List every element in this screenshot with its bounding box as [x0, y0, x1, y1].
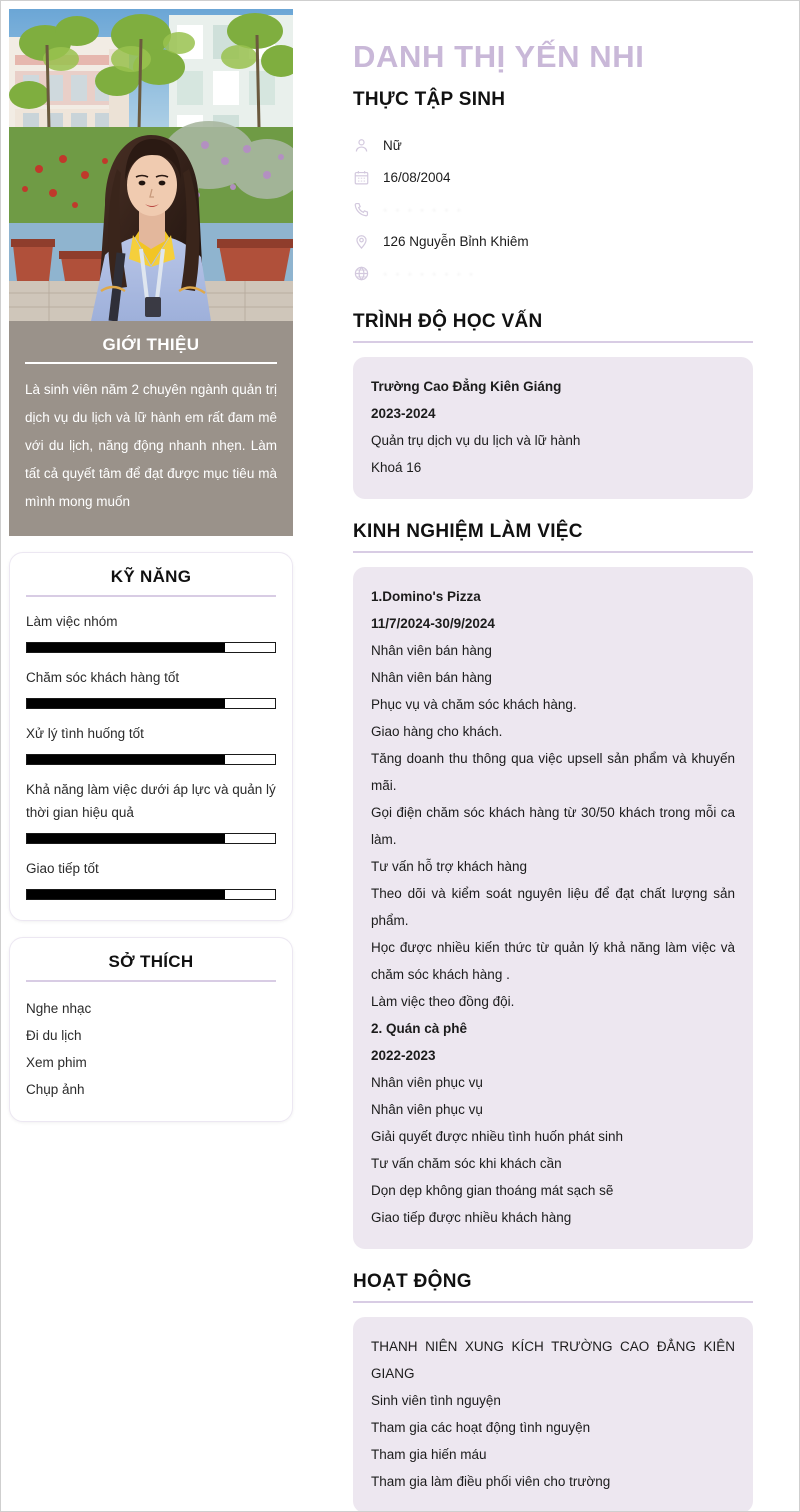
- intro-section: [9, 321, 293, 536]
- contact-value: · · · · · · · ·: [383, 265, 476, 281]
- skill-label: Làm việc nhóm: [26, 614, 118, 629]
- panel-line: Nhân viên bán hàng: [371, 643, 492, 658]
- panel-heading-line: 2022-2023: [371, 1048, 436, 1063]
- panel-line: Phục vụ và chăm sóc khách hàng.: [371, 697, 577, 712]
- panel-line: Học được nhiều kiến thức từ quản lý khả năng làm việc và chăm sóc khách hàng .: [371, 940, 735, 982]
- experience-title: KINH NGHIỆM LÀM VIỆC: [353, 521, 583, 542]
- contact-row: [353, 161, 753, 193]
- activities-title: HOẠT ĐỘNG: [353, 1271, 472, 1292]
- skill-bar: [26, 833, 276, 844]
- person-icon: [353, 137, 379, 154]
- left-sidebar: [9, 9, 293, 1122]
- activities-panel: [353, 1317, 753, 1512]
- skill-bar-fill: [27, 643, 225, 652]
- experience-divider: [353, 551, 753, 553]
- globe-icon: [353, 265, 379, 282]
- skill-item: [26, 610, 276, 653]
- profile-photo: [9, 9, 293, 321]
- panel-line: Giao hàng cho khách.: [371, 724, 503, 739]
- experience-section: [353, 521, 753, 1249]
- list-item: Xem phim: [26, 1055, 87, 1070]
- panel-heading-line: 1.Domino's Pizza: [371, 589, 481, 604]
- panel-line: Khoá 16: [371, 460, 422, 475]
- skill-item: [26, 666, 276, 709]
- skills-divider: [26, 595, 276, 597]
- skills-title: KỸ NĂNG: [110, 567, 192, 586]
- panel-line: Tư vấn chăm sóc khi khách cần: [371, 1156, 562, 1171]
- contact-row: [353, 129, 753, 161]
- panel-line: Sinh viên tình nguyện: [371, 1393, 501, 1408]
- experience-panel: [353, 567, 753, 1249]
- intro-title: GIỚI THIỆU: [102, 335, 200, 354]
- page-title: DANH THỊ YẾN NHI: [353, 39, 645, 74]
- panel-heading-line: Trường Cao Đẳng Kiên Giáng: [371, 379, 562, 394]
- skill-bar: [26, 889, 276, 900]
- contact-row: [353, 193, 753, 225]
- skill-bar-fill: [27, 755, 225, 764]
- hobbies-list: [26, 995, 276, 1103]
- panel-line: Giải quyết được nhiều tình huốn phát sinh: [371, 1129, 624, 1144]
- contact-value: 16/08/2004: [383, 169, 451, 185]
- panel-line: Nhân viên bán hàng: [371, 670, 492, 685]
- calendar-icon: [353, 169, 379, 186]
- education-title: TRÌNH ĐỘ HỌC VẤN: [353, 311, 543, 332]
- contact-list: [353, 129, 753, 289]
- panel-line: THANH NIÊN XUNG KÍCH TRƯỜNG CAO ĐẲNG KIÊN GIANG: [371, 1339, 735, 1381]
- hobbies-section: [9, 937, 293, 1122]
- activities-section: [353, 1271, 753, 1512]
- skill-item: [26, 857, 276, 900]
- panel-heading-line: 11/7/2024-30/9/2024: [371, 616, 495, 631]
- phone-icon: [353, 201, 379, 218]
- panel-line: Theo dõi và kiểm soát nguyên liệu để đạt chất lượng sản phẩm.: [371, 886, 735, 928]
- intro-divider: [25, 362, 277, 364]
- skills-section: [9, 552, 293, 921]
- panel-line: Tham gia làm điều phối viên cho trường: [371, 1474, 611, 1489]
- job-title: THỰC TẬP SINH: [353, 89, 506, 110]
- panel-line: Quản trụ dịch vụ du lịch và lữ hành: [371, 433, 581, 448]
- intro-text: Là sinh viên năm 2 chuyên ngành quản trị dịch vụ du lịch và lữ hành em rất đam mê với du lịch, năng động nhanh nhẹn. Làm tất cả quyết tâm để đạt được mục tiêu mà mình mong muốn: [25, 382, 277, 509]
- skill-label: Chăm sóc khách hàng tốt: [26, 670, 180, 685]
- skill-label: Xử lý tình huống tốt: [26, 726, 144, 741]
- list-item: Đi du lịch: [26, 1028, 82, 1043]
- location-pin-icon: [353, 233, 379, 250]
- list-item: Nghe nhạc: [26, 1001, 92, 1016]
- panel-line: Tăng doanh thu thông qua việc upsell sản phẩm và khuyến mãi.: [371, 751, 735, 793]
- skill-bar: [26, 698, 276, 709]
- skill-bar-fill: [27, 699, 225, 708]
- panel-line: Làm việc theo đồng đội.: [371, 994, 515, 1009]
- contact-value: Nữ: [383, 137, 402, 153]
- skill-item: [26, 778, 276, 844]
- education-panel: [353, 357, 753, 499]
- panel-line: Nhân viên phục vụ: [371, 1102, 483, 1117]
- contact-row: [353, 225, 753, 257]
- activities-divider: [353, 1301, 753, 1303]
- skills-list: [26, 610, 276, 900]
- panel-heading-line: 2023-2024: [371, 406, 436, 421]
- panel-line: Tham gia hiến máu: [371, 1447, 487, 1462]
- education-section: [353, 311, 753, 499]
- panel-line: Tư vấn hỗ trợ khách hàng: [371, 859, 527, 874]
- contact-row: [353, 257, 753, 289]
- skill-bar-fill: [27, 834, 225, 843]
- panel-line: Gọi điện chăm sóc khách hàng từ 30/50 khách trong mỗi ca làm.: [371, 805, 735, 847]
- main-content: [353, 37, 753, 1512]
- skill-bar-fill: [27, 890, 225, 899]
- hobbies-divider: [26, 980, 276, 982]
- panel-line: Giao tiếp được nhiều khách hàng: [371, 1210, 572, 1225]
- skill-bar: [26, 642, 276, 653]
- hobbies-title: SỞ THÍCH: [108, 952, 194, 971]
- panel-line: Nhân viên phục vụ: [371, 1075, 483, 1090]
- skill-item: [26, 722, 276, 765]
- list-item: Chụp ảnh: [26, 1082, 85, 1097]
- skill-label: Khả năng làm việc dưới áp lực và quản lý thời gian hiệu quả: [26, 782, 276, 820]
- skill-label: Giao tiếp tốt: [26, 861, 99, 876]
- contact-value: · · · · · · ·: [383, 201, 463, 217]
- panel-heading-line: 2. Quán cà phê: [371, 1021, 468, 1036]
- panel-line: Dọn dẹp không gian thoáng mát sạch sẽ: [371, 1183, 614, 1198]
- skill-bar: [26, 754, 276, 765]
- contact-value: 126 Nguyễn Bỉnh Khiêm: [383, 233, 529, 249]
- panel-line: Tham gia các hoạt động tình nguyện: [371, 1420, 591, 1435]
- education-divider: [353, 341, 753, 343]
